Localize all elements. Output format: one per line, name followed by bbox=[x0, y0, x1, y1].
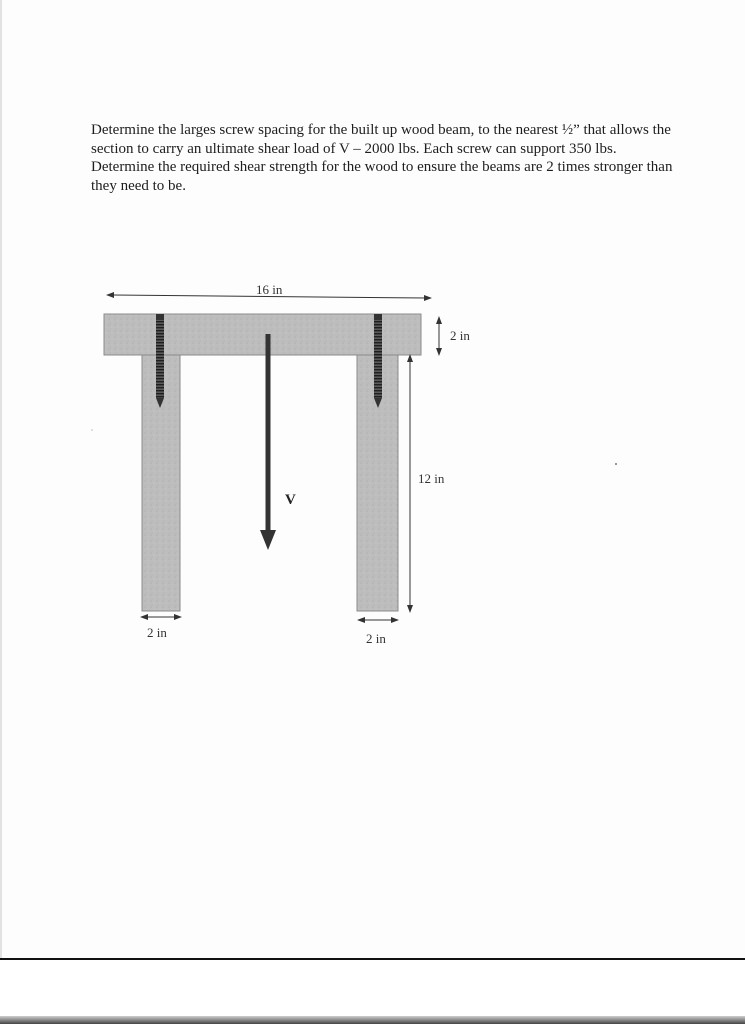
web-height-label: 12 in bbox=[418, 471, 445, 486]
left-web-width-dimension-line bbox=[140, 614, 182, 620]
right-screw-icon bbox=[374, 314, 382, 408]
right-web-width-label: 2 in bbox=[366, 631, 386, 646]
problem-paragraph-2: Determine the required shear strength for the wood to ensure the beams are 2 times stronger than they need to be. bbox=[91, 159, 673, 194]
width-dimension-label: 16 in bbox=[256, 282, 283, 297]
left-screw-icon bbox=[156, 314, 164, 408]
scan-speck bbox=[91, 429, 93, 431]
right-web-width-dimension-line bbox=[357, 617, 399, 623]
shear-force-arrow-icon bbox=[260, 334, 276, 550]
scan-bottom-margin bbox=[0, 958, 745, 1024]
top-flange bbox=[104, 314, 421, 355]
scan-speck bbox=[615, 463, 617, 465]
web-height-dimension-line bbox=[407, 354, 413, 613]
flange-thickness-label: 2 in bbox=[450, 328, 470, 343]
left-web-width-label: 2 in bbox=[147, 625, 167, 640]
flange-thickness-dimension-line bbox=[436, 316, 442, 356]
scan-bottom-edge bbox=[0, 1016, 745, 1024]
shear-force-label: V bbox=[285, 492, 296, 508]
problem-paragraph-1: Determine the larges screw spacing for the built up wood beam, to the nearest ½” that allows the section to carry an ultimate shear load of V – 2000 lbs. Each screw can support 350 lbs. bbox=[91, 122, 671, 157]
